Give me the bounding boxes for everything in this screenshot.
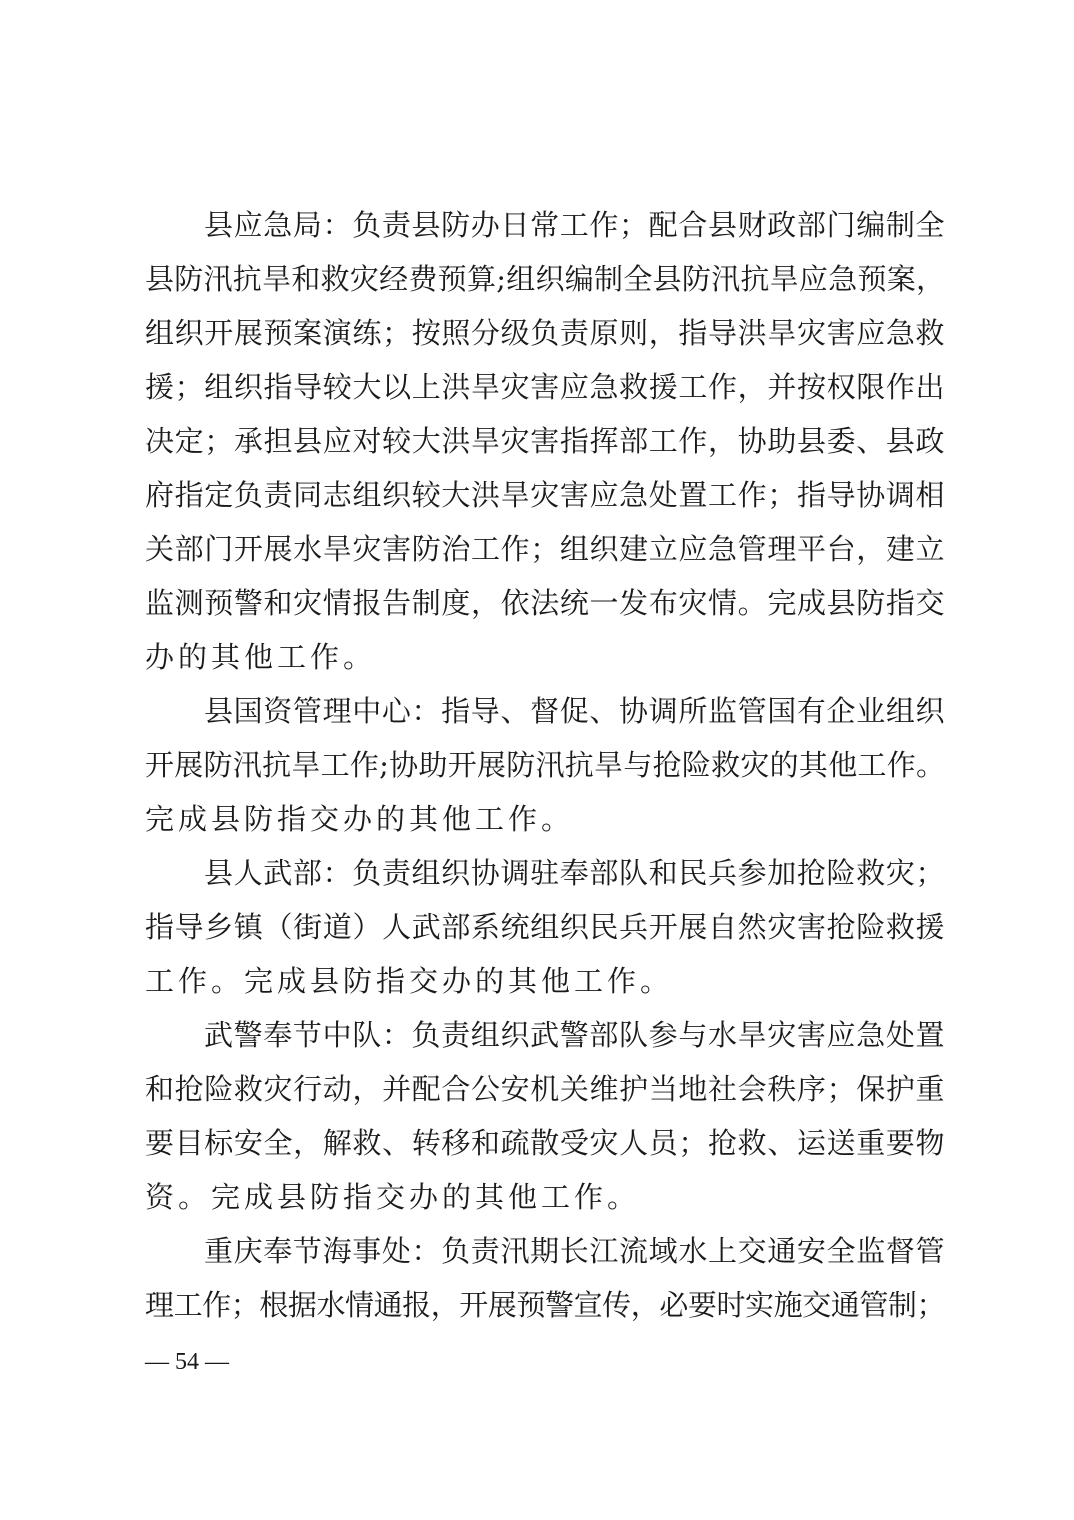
text-line: 和抢险救灾行动，并配合公安机关维护当地社会秩序；保护重 (145, 1072, 945, 1106)
document-body (145, 198, 945, 1332)
text-line: 工作。完成县防指交办的其他工作。 (145, 964, 674, 998)
text-line: 开展防汛抗旱工作;协助开展防汛抗旱与抢险救灾的其他工作。 (145, 748, 945, 782)
paragraph-state-assets-center (145, 684, 945, 846)
text-line: 武警奉节中队：负责组织武警部队参与水旱灾害应急处置 (204, 1018, 945, 1052)
paragraph-armed-police-squadron (145, 1008, 945, 1224)
text-line: 县国资管理中心：指导、督促、协调所监管国有企业组织 (204, 694, 945, 728)
paragraph-maritime-office (145, 1224, 945, 1332)
text-line: 组织开展预案演练；按照分级负责原则，指导洪旱灾害应急救 (145, 316, 945, 350)
text-line: 县人武部：负责组织协调驻奉部队和民兵参加抢险救灾； (204, 856, 945, 890)
paragraph-county-emergency-bureau (145, 198, 945, 684)
text-line: 县应急局：负责县防办日常工作；配合县财政部门编制全 (204, 208, 945, 242)
text-line: 指导乡镇（街道）人武部系统组织民兵开展自然灾害抢险救援 (145, 910, 945, 944)
text-line: 县防汛抗旱和救灾经费预算;组织编制全县防汛抗旱应急预案， (145, 262, 945, 296)
text-line: 资。完成县防指交办的其他工作。 (145, 1180, 641, 1214)
text-line: 援；组织指导较大以上洪旱灾害应急救援工作，并按权限作出 (145, 370, 945, 404)
text-line: 办的其他工作。 (145, 640, 377, 674)
text-line: 完成县防指交办的其他工作。 (145, 802, 575, 836)
text-line: 要目标安全，解救、转移和疏散受灾人员；抢救、运送重要物 (145, 1126, 945, 1160)
paragraph-county-armed-forces (145, 846, 945, 1008)
text-line: 关部门开展水旱灾害防治工作；组织建立应急管理平台，建立 (145, 532, 945, 566)
text-line: 重庆奉节海事处：负责汛期长江流域水上交通安全监督管 (204, 1234, 945, 1268)
text-line: 监测预警和灾情报告制度，依法统一发布灾情。完成县防指交 (145, 586, 945, 620)
text-line: 决定；承担县应对较大洪旱灾害指挥部工作，协助县委、县政 (145, 424, 945, 458)
text-line: 府指定负责同志组织较大洪旱灾害应急处置工作；指导协调相 (145, 478, 945, 512)
text-line: 理工作；根据水情通报，开展预警宣传，必要时实施交通管制； (145, 1288, 945, 1322)
page-number: — 54 — (145, 1349, 229, 1375)
